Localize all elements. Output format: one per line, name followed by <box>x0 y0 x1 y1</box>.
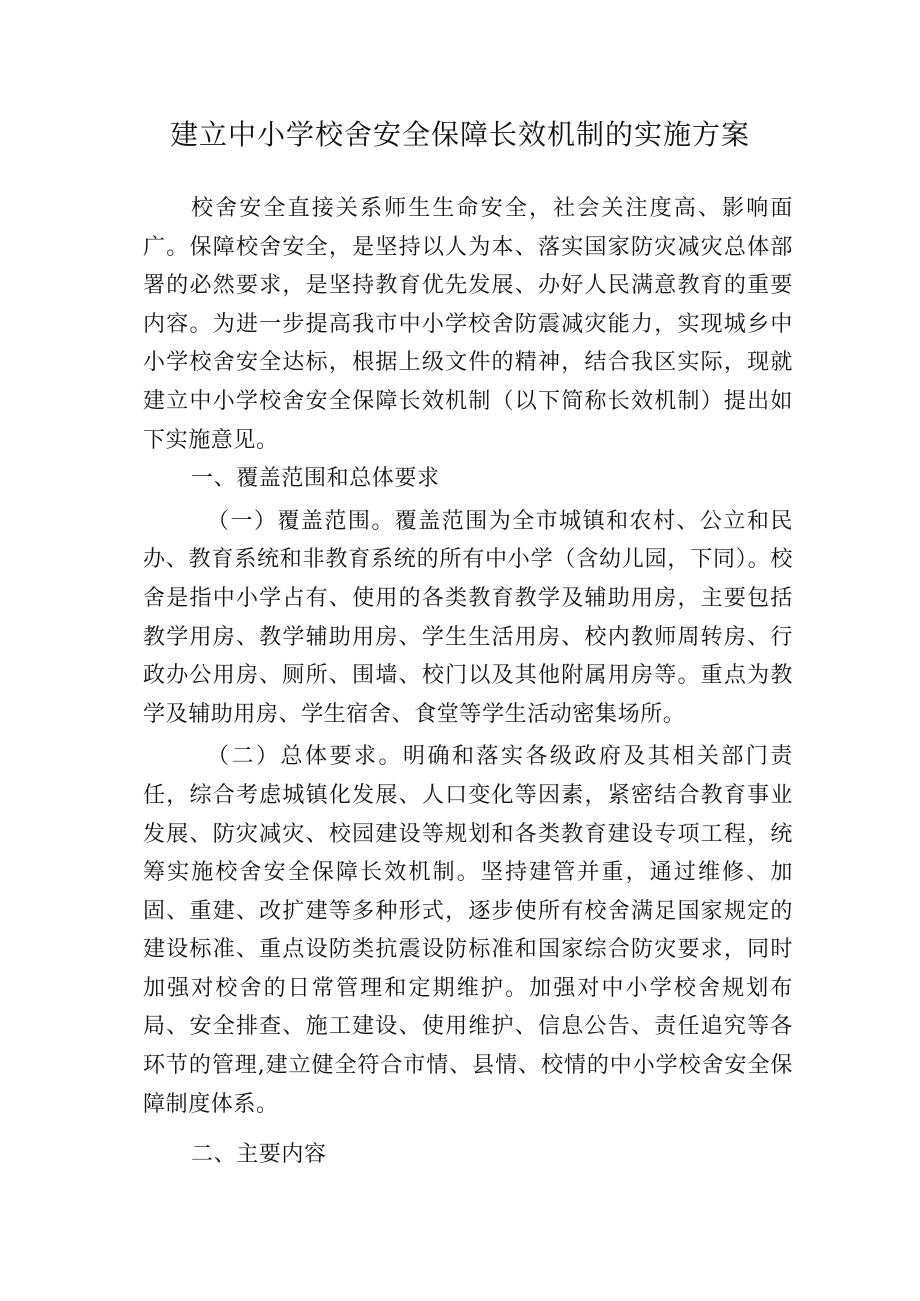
document-title: 建立中小学校舍安全保障长效机制的实施方案 <box>169 118 750 151</box>
document-body <box>143 190 793 1175</box>
section-2-heading: 二、主要内容 <box>191 1142 327 1168</box>
subsection-2-paragraph: （二）总体要求。明确和落实各级政府及其相关部门责任，综合考虑城镇化发展、人口变化等因素，紧密结合教育事业发展、防灾减灾、校园建设等规划和各类教育建设专项工程，统筹实施校舍安全保障长效机制。坚持建管并重，通过维修、加固、重建、改扩建等多种形式，逐步使所有校舍满足国家规定的建设标准、重点设防类抗震设防标准和国家综合防灾要求，同时加强对校舍的日常管理和定期维护。加强对中小学校舍规划布局、安全排查、施工建设、使用维护、信息公告、责任追究等各环节的管理,建立健全符合市情、县情、校情的中小学校舍安全保障制度体系。 <box>143 744 793 1117</box>
intro-paragraph: 校舍安全直接关系师生生命安全，社会关注度高、影响面广。保障校舍安全，是坚持以人为本、落实国家防灾减灾总体部署的必然要求，是坚持教育优先发展、办好人民满意教育的重要内容。为进一步提高我市中小学校舍防震减灾能力，实现城乡中小学校舍安全达标，根据上级文件的精神，结合我区实际，现就建立中小学校舍安全保障长效机制（以下简称长效机制）提出如下实施意见。 <box>143 196 793 453</box>
subsection-1-paragraph: （一）覆盖范围。覆盖范围为全市城镇和农村、公立和民办、教育系统和非教育系统的所有中小学（含幼儿园，下同）。校舍是指中小学占有、使用的各类教育教学及辅助用房，主要包括教学用房、教学辅助用房、学生生活用房、校内教师周转房、行政办公用房、厕所、围墙、校门以及其他附属用房等。重点为教学及辅助用房、学生宿舍、食堂等学生活动密集场所。 <box>143 508 793 727</box>
section-1-heading: 一、覆盖范围和总体要求 <box>191 466 440 492</box>
